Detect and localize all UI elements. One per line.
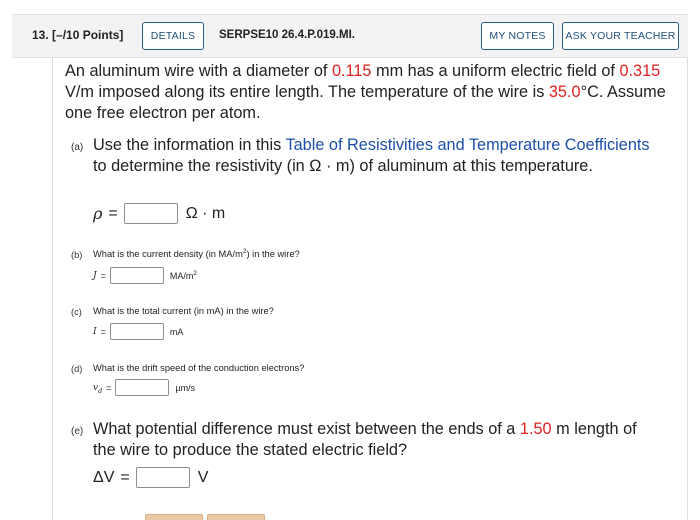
part-e-question xyxy=(93,419,663,461)
part-b-text-1: What is the current density (in MA/m xyxy=(93,249,243,259)
intro-text-3: V/m imposed along its entire length. The temperature of the wire is xyxy=(65,83,549,101)
part-b-question xyxy=(93,249,300,259)
part-e-text-2: m length of the wire to produce the stated electric field? xyxy=(93,420,637,459)
vd-symbol xyxy=(93,383,102,393)
field-value: 0.315 xyxy=(619,62,661,80)
equals-sign: = xyxy=(100,270,106,281)
question-body xyxy=(52,58,688,520)
part-b-letter: (b) xyxy=(71,250,83,260)
part-e-letter: (e) xyxy=(71,426,84,437)
part-a-text-1: Use the information in this xyxy=(93,136,286,154)
current-density-unit xyxy=(170,271,197,281)
part-d-question: What is the drift speed of the conduction electrons? xyxy=(93,363,305,373)
equals-sign: = xyxy=(120,468,130,486)
part-a-letter: (a) xyxy=(71,142,84,153)
drift-speed-input[interactable] xyxy=(115,379,169,396)
details-button[interactable]: DETAILS xyxy=(142,22,204,50)
length-value: 1.50 xyxy=(519,420,552,438)
diameter-value: 0.115 xyxy=(331,62,372,80)
drift-speed-unit: µm/s xyxy=(175,382,196,393)
part-d-letter: (d) xyxy=(71,364,83,374)
points-label: [–/10 Points] xyxy=(52,28,124,42)
question-number xyxy=(32,28,123,42)
total-current-input[interactable] xyxy=(110,323,164,340)
action-button-partial[interactable] xyxy=(207,514,265,520)
submit-button-partial[interactable] xyxy=(145,514,203,520)
part-c-letter: (c) xyxy=(71,307,82,317)
part-e-answer-row xyxy=(93,467,208,488)
part-a-question xyxy=(93,135,663,177)
part-e-text-1: What potential difference must exist between the ends of a xyxy=(93,420,520,438)
delta-v-symbol: ΔV xyxy=(93,468,115,486)
part-a-text-2: to determine the resistivity (in Ω · m) of aluminum at this temperature. xyxy=(93,157,593,175)
course-id: SERPSE10 26.4.P.019.MI. xyxy=(219,29,355,41)
potential-difference-unit: V xyxy=(197,468,209,486)
current-density-unit-sup: 2 xyxy=(193,269,197,277)
intro-text-4: °C. Assume one free electron per atom. xyxy=(65,83,666,122)
question-header xyxy=(12,14,688,58)
intro-text-1: An aluminum wire with a diameter of xyxy=(65,62,332,80)
part-c-question: What is the total current (in mA) in the wire? xyxy=(93,306,274,316)
total-current-unit: mA xyxy=(169,326,184,337)
potential-difference-input[interactable] xyxy=(136,467,190,488)
equals-sign: = xyxy=(106,382,112,393)
ask-your-teacher-button[interactable]: ASK YOUR TEACHER xyxy=(562,22,679,50)
intro-text-2: mm has a uniform electric field of xyxy=(371,62,620,80)
resistivity-table-link[interactable]: Table of Resistivities and Temperature Coefficients xyxy=(285,136,650,154)
resistivity-input[interactable] xyxy=(124,203,178,224)
part-b-superscript: 2 xyxy=(242,247,247,255)
equals-sign: = xyxy=(100,326,106,337)
j-symbol: J xyxy=(93,270,97,281)
current-density-input[interactable] xyxy=(110,267,164,284)
my-notes-button[interactable]: MY NOTES xyxy=(481,22,554,50)
part-a-answer-row xyxy=(93,203,225,224)
rho-symbol: ρ xyxy=(93,204,103,223)
question-number-text: 13. xyxy=(32,28,49,42)
resistivity-unit: Ω · m xyxy=(185,204,226,222)
part-b-answer-row xyxy=(93,267,197,284)
temperature-value: 35.0 xyxy=(548,83,581,101)
problem-statement xyxy=(65,61,683,124)
equals-sign: = xyxy=(108,204,118,222)
vd-symbol-sub: d xyxy=(98,387,103,395)
i-symbol: I xyxy=(93,326,97,337)
part-c-answer-row xyxy=(93,323,183,340)
part-d-answer-row xyxy=(93,379,195,396)
current-density-unit-text: MA/m xyxy=(169,270,194,281)
part-b-text-2: ) in the wire? xyxy=(246,249,300,259)
vd-symbol-base: v xyxy=(93,382,99,393)
